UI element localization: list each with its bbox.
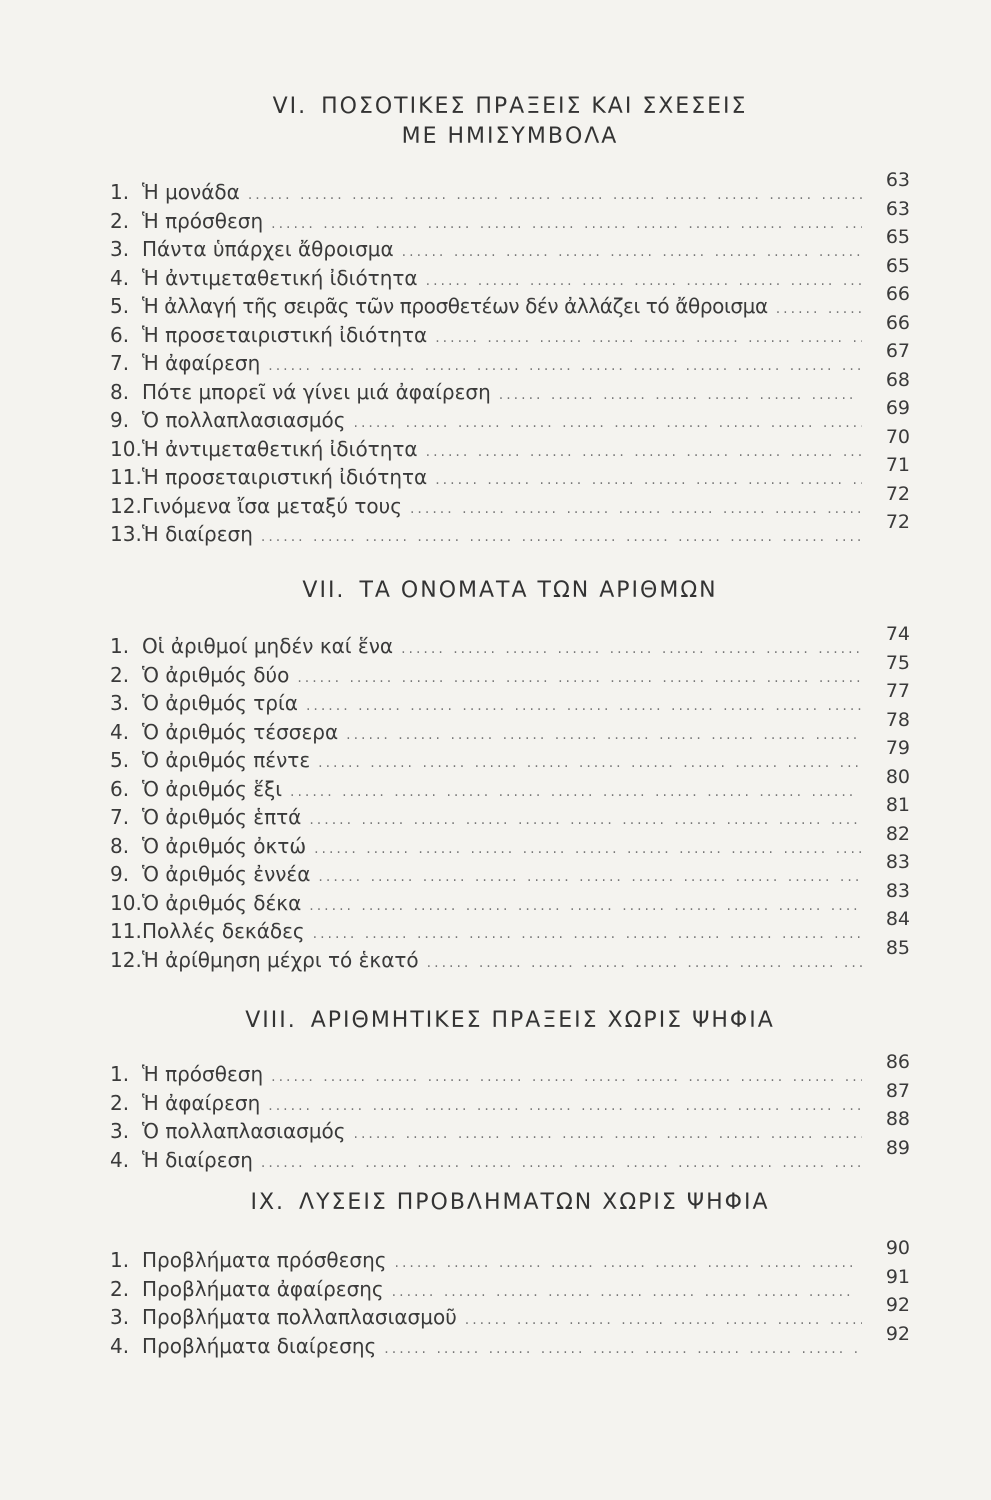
entry-title: Προβλήματα πρόσθεσης [142, 1248, 387, 1272]
entry-title: Ἡ ἀρίθμηση μέχρι τό ἑκατό [142, 947, 419, 972]
entry-title: Ἡ πρόσθεση [142, 208, 264, 233]
entry-number: 2. [110, 662, 130, 687]
section-subtitle: ΜΕ ΗΜΙΣΥΜΒΟΛΑ [401, 124, 619, 149]
section-heading [110, 92, 910, 122]
entry-list [110, 1051, 910, 1174]
dot-leader [268, 1092, 862, 1121]
entry-title: Ἡ προσεταιριστική ἰδιότητα [142, 322, 428, 347]
entry-number: 11. [110, 919, 142, 943]
entry-number: 7. [110, 351, 130, 375]
entry-title: Ἡ ἀντιμεταθετική ἰδιότητα [142, 436, 418, 461]
entry-page: 72 [885, 511, 910, 533]
entry-title: Ὁ ἀριθμός τέσσερα [142, 719, 339, 744]
dot-leader [392, 1278, 862, 1307]
section-heading [110, 1188, 910, 1218]
entry-number: 5. [110, 294, 130, 318]
dot-leader [268, 352, 862, 381]
entry-page: 88 [885, 1108, 910, 1130]
section-title: ΑΡΙΘΜΗΤΙΚΕΣ ΠΡΑΞΕΙΣ ΧΩΡΙΣ ΨΗΦΙΑ [310, 1008, 775, 1033]
toc-entry [110, 454, 910, 492]
toc-entry [110, 169, 910, 207]
entry-page: 92 [885, 1322, 910, 1345]
entry-page: 70 [885, 425, 910, 448]
entry-page: 72 [885, 482, 910, 505]
entry-title: Ἡ προσεταιριστική ἰδιότητα [142, 465, 428, 489]
entry-page: 74 [885, 623, 910, 645]
entry-number: 1. [110, 180, 130, 204]
dot-leader [318, 863, 862, 892]
entry-title: Ὁ ἀριθμός δύο [142, 662, 290, 687]
toc-entry [110, 425, 910, 464]
dot-leader [435, 324, 862, 353]
entry-number: 2. [110, 1090, 130, 1115]
dot-leader [318, 749, 862, 778]
entry-title: Προβλήματα πολλαπλασιασμοῦ [142, 1305, 457, 1329]
entry-page: 84 [885, 908, 910, 930]
toc-entry [110, 708, 910, 747]
entry-number: 4. [110, 1333, 130, 1358]
entry-number: 4. [110, 1147, 130, 1172]
entry-page: 69 [885, 397, 910, 419]
entry-number: 10. [110, 890, 142, 915]
entry-title: Ὁ ἀριθμός ἑπτά [142, 805, 302, 829]
toc-entry [110, 226, 910, 264]
entry-number: 7. [110, 805, 130, 829]
entry-number: 1. [110, 634, 130, 658]
dot-leader [313, 920, 862, 949]
dot-leader [427, 949, 862, 978]
entry-page: 83 [885, 851, 910, 873]
entry-page: 66 [885, 311, 910, 334]
toc-entry [110, 936, 910, 975]
entry-list [110, 1237, 910, 1360]
dot-leader [297, 664, 862, 693]
toc-entry [110, 1322, 910, 1361]
entry-number: 4. [110, 265, 130, 290]
section-heading [110, 576, 910, 606]
toc-entry [110, 511, 910, 549]
entry-number: 10. [110, 436, 142, 461]
section-vii [110, 576, 910, 974]
dot-leader [395, 1249, 862, 1278]
toc-entry [110, 680, 910, 718]
toc-entry [110, 197, 910, 236]
entry-title: Ὁ ἀριθμός πέντε [142, 748, 311, 772]
dot-leader [465, 1306, 862, 1335]
section-roman: VII. [302, 578, 346, 603]
dot-leader [401, 635, 862, 664]
toc-entry [110, 254, 910, 293]
toc-entry [110, 879, 910, 918]
dot-leader [261, 1149, 862, 1178]
toc-entry [110, 623, 910, 661]
entry-page: 63 [885, 197, 910, 220]
toc-entry [110, 1237, 910, 1275]
toc-entry [110, 1108, 910, 1146]
toc-entry [110, 397, 910, 435]
entry-page: 77 [885, 680, 910, 702]
entry-number: 5. [110, 748, 130, 772]
entry-title: Πάντα ὑπάρχει ἄθροισμα [142, 237, 394, 261]
toc-entry [110, 283, 910, 321]
dot-leader [410, 495, 862, 524]
section-viii [110, 1006, 910, 1174]
dot-leader [261, 523, 862, 552]
entry-page: 63 [885, 169, 910, 191]
toc-entry [110, 1265, 910, 1304]
entry-number: 12. [110, 493, 142, 518]
toc-entry [110, 651, 910, 690]
section-title: ΤΑ ΟΝΟΜΑΤΑ ΤΩΝ ΑΡΙΘΜΩΝ [359, 578, 718, 603]
entry-number: 1. [110, 1062, 130, 1086]
entry-number: 9. [110, 408, 130, 432]
entry-number: 3. [110, 237, 130, 261]
entry-page: 80 [885, 765, 910, 788]
toc-entry [110, 794, 910, 832]
section-ix [110, 1188, 910, 1360]
entry-title: Ἡ διαίρεση [142, 522, 253, 546]
toc-entry [110, 311, 910, 350]
toc-entry [110, 765, 910, 804]
entry-number: 3. [110, 1305, 130, 1329]
entry-title: Ἡ ἀλλαγή τῆς σειρᾶς τῶν προσθετέων δέν ἀλλάζει τό ἄθροισμα [142, 294, 768, 318]
dot-leader [426, 267, 862, 296]
toc-entry [110, 1136, 910, 1175]
entry-page: 68 [885, 368, 910, 391]
entry-title: Ὁ ἀριθμός ἕξι [142, 776, 282, 801]
dot-leader [435, 466, 862, 495]
toc-entry [110, 822, 910, 861]
entry-title: Ὁ πολλαπλασιασμός [142, 1119, 346, 1143]
dot-leader [248, 181, 862, 210]
entry-page: 67 [885, 340, 910, 362]
entry-title: Ὁ ἀριθμός ἐννέα [142, 862, 311, 886]
toc-entry [110, 737, 910, 775]
entry-page: 78 [885, 708, 910, 731]
dot-leader [309, 806, 862, 835]
entry-number: 11. [110, 465, 142, 489]
entry-number: 3. [110, 691, 130, 715]
entry-page: 65 [885, 226, 910, 248]
dot-leader [426, 438, 862, 467]
entry-number: 8. [110, 833, 130, 858]
section-title: ΠΟΣΟΤΙΚΕΣ ΠΡΑΞΕΙΣ ΚΑΙ ΣΧΕΣΕΙΣ [321, 94, 748, 119]
entry-title: Οἱ ἀριθμοί μηδέν καί ἕνα [142, 634, 394, 658]
entry-list [110, 623, 910, 974]
entry-title: Ὁ ἀριθμός δέκα [142, 890, 302, 915]
dot-leader [346, 721, 862, 750]
section-roman: IX. [250, 1190, 286, 1215]
dot-leader [271, 1063, 862, 1092]
toc-entry [110, 368, 910, 407]
toc-entry [110, 1294, 910, 1332]
entry-title: Ἡ ἀφαίρεση [142, 351, 261, 375]
entry-title: Ὁ πολλαπλασιασμός [142, 408, 346, 432]
dot-leader [271, 210, 862, 239]
entry-number: 9. [110, 862, 130, 886]
entry-title: Ἡ μονάδα [142, 180, 240, 204]
entry-title: Ὁ ἀριθμός τρία [142, 691, 298, 715]
entry-title: Ἡ ἀντιμεταθετική ἰδιότητα [142, 265, 418, 290]
entry-page: 83 [885, 879, 910, 902]
entry-title: Ἡ ἀφαίρεση [142, 1090, 261, 1115]
entry-number: 8. [110, 379, 130, 404]
section-roman: VIII. [245, 1008, 297, 1033]
entry-title: Προβλήματα διαίρεσης [142, 1333, 377, 1358]
entry-number: 2. [110, 1276, 130, 1301]
entry-number: 12. [110, 947, 142, 972]
entry-number: 1. [110, 1248, 130, 1272]
section-heading [110, 1006, 910, 1036]
entry-number: 6. [110, 776, 130, 801]
entry-page: 65 [885, 254, 910, 277]
entry-number: 2. [110, 208, 130, 233]
entry-title: Ὁ ἀριθμός ὀκτώ [142, 833, 307, 858]
entry-page: 90 [885, 1237, 910, 1259]
entry-page: 66 [885, 283, 910, 305]
entry-number: 3. [110, 1119, 130, 1143]
section-vi [110, 92, 910, 549]
entry-title: Ἡ πρόσθεση [142, 1062, 264, 1086]
dot-leader [499, 381, 862, 410]
toc-entry [110, 1079, 910, 1118]
dot-leader [314, 835, 862, 864]
dot-leader [306, 692, 862, 721]
entry-page: 79 [885, 737, 910, 759]
entry-page: 87 [885, 1079, 910, 1102]
entry-title: Ἡ διαίρεση [142, 1147, 253, 1172]
toc-entry [110, 1051, 910, 1089]
entry-page: 85 [885, 936, 910, 959]
entry-page: 89 [885, 1136, 910, 1159]
entry-page: 75 [885, 651, 910, 674]
entry-page: 92 [885, 1294, 910, 1316]
toc-entry [110, 482, 910, 521]
section-roman: VI. [272, 94, 308, 119]
entry-number: 13. [110, 522, 142, 546]
entry-title: Γινόμενα ἴσα μεταξύ τους [142, 493, 402, 518]
entry-page: 91 [885, 1265, 910, 1288]
dot-leader [402, 238, 862, 267]
toc-entry [110, 851, 910, 889]
dot-leader [384, 1335, 862, 1364]
toc-entry [110, 340, 910, 378]
toc-entry [110, 908, 910, 946]
entry-page: 82 [885, 822, 910, 845]
entry-page: 86 [885, 1051, 910, 1073]
entry-number: 4. [110, 719, 130, 744]
dot-leader [776, 295, 862, 324]
dot-leader [290, 778, 862, 807]
dot-leader [354, 1120, 862, 1149]
entry-title: Πότε μπορεῖ νά γίνει μιά ἀφαίρεση [142, 379, 491, 404]
entry-page: 71 [885, 454, 910, 476]
entry-list [110, 169, 910, 549]
dot-leader [354, 409, 862, 438]
entry-page: 81 [885, 794, 910, 816]
section-title: ΛΥΣΕΙΣ ΠΡΟΒΛΗΜΑΤΩΝ ΧΩΡΙΣ ΨΗΦΙΑ [299, 1190, 770, 1215]
entry-title: Πολλές δεκάδες [142, 919, 305, 943]
entry-number: 6. [110, 322, 130, 347]
entry-title: Προβλήματα ἀφαίρεσης [142, 1276, 384, 1301]
dot-leader [309, 892, 862, 921]
